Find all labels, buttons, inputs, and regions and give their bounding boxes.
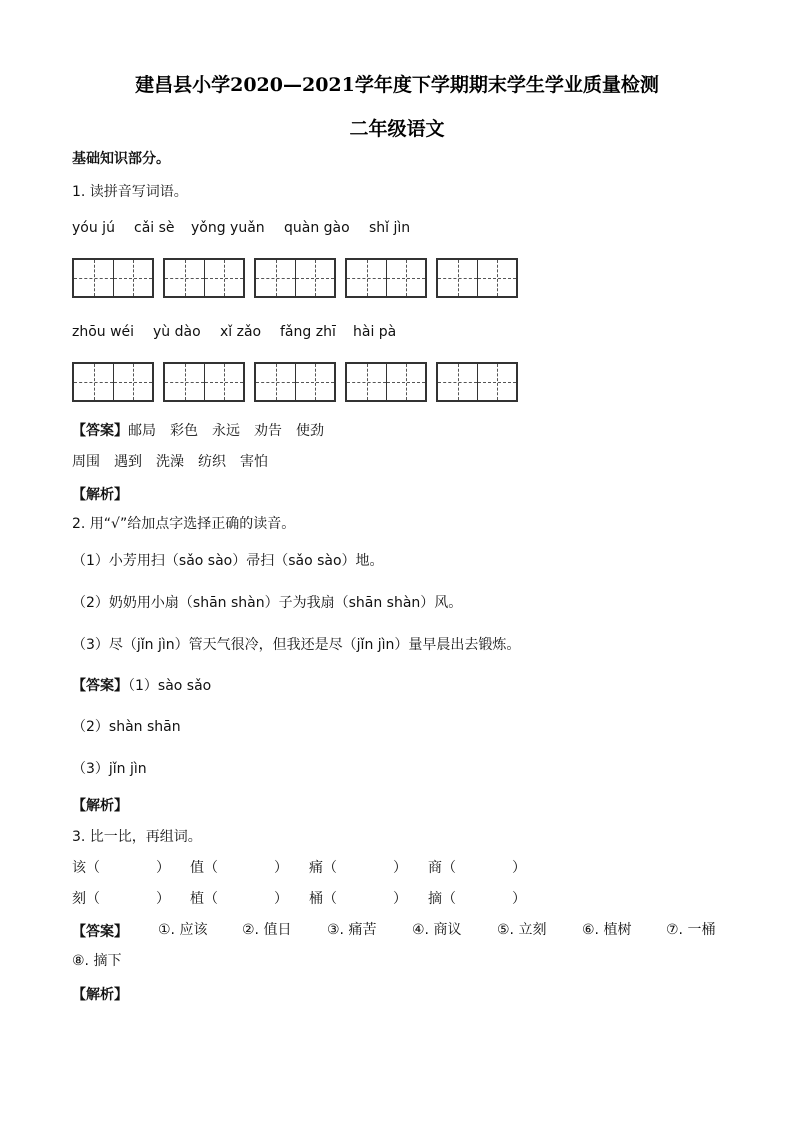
q2-answer-1: （1）sào sǎo xyxy=(128,678,212,694)
q1-answer xyxy=(72,422,324,440)
q1-pinyin-7: yù dào xyxy=(153,324,201,340)
q3-item-6: 植（ ） xyxy=(190,891,288,907)
q2-answer xyxy=(72,677,211,695)
document-title: 建昌县小学2020—2021学年度下学期期末学生学业质量检测 xyxy=(135,74,659,96)
q3-item-2: 值（ ） xyxy=(190,860,288,876)
q2-answer-3: （3）jǐn jìn xyxy=(72,761,147,777)
q3-answer-3: ③. 痛苦 xyxy=(327,922,377,938)
q3-answer-7: ⑦. 一桶 xyxy=(666,922,716,938)
writing-grid[interactable] xyxy=(345,362,427,402)
q1-answer-line1: 邮局 彩色 永远 劝告 使劲 xyxy=(128,423,324,439)
q2-item-2: （2）奶奶用小扇（shān shàn）子为我扇（shān shàn）风。 xyxy=(72,595,463,611)
q1-pinyin-4: quàn gào xyxy=(284,220,350,236)
q3-answer-8: ⑧. 摘下 xyxy=(72,953,122,969)
q3-item-5: 刻（ ） xyxy=(72,891,170,907)
q3-answer-4: ④. 商议 xyxy=(412,922,462,938)
q3-analysis-tag: 【解析】 xyxy=(72,987,128,1003)
q1-pinyin-9: fǎng zhī xyxy=(280,324,336,340)
q2-analysis-tag: 【解析】 xyxy=(72,798,128,814)
q1-pinyin-2: cǎi sè xyxy=(134,220,175,236)
q1-pinyin-1: yóu jú xyxy=(72,220,115,236)
writing-grid[interactable] xyxy=(72,362,154,402)
answer-tag: 【答案】 xyxy=(72,423,128,439)
q3-prompt: 3. 比一比，再组词。 xyxy=(72,829,202,845)
q3-item-7: 桶（ ） xyxy=(309,891,407,907)
q3-answer-tag: 【答案】 xyxy=(72,924,128,940)
q2-prompt: 2. 用“√”给加点字选择正确的读音。 xyxy=(72,516,296,532)
q3-answer-6: ⑥. 植树 xyxy=(582,922,632,938)
writing-grid[interactable] xyxy=(436,362,518,402)
document-subtitle: 二年级语文 xyxy=(349,118,445,140)
q3-answer-1: ①. 应该 xyxy=(158,922,208,938)
writing-grid[interactable] xyxy=(436,258,518,298)
writing-grid[interactable] xyxy=(72,258,154,298)
q3-item-8: 摘（ ） xyxy=(428,891,526,907)
q1-pinyin-8: xǐ zǎo xyxy=(220,324,262,340)
q3-answer-2: ②. 值日 xyxy=(242,922,292,938)
q1-pinyin-6: zhōu wéi xyxy=(72,324,135,340)
q1-prompt: 1. 读拼音写词语。 xyxy=(72,184,188,200)
section-title: 基础知识部分。 xyxy=(72,151,170,167)
q1-pinyin-5: shǐ jìn xyxy=(369,220,411,236)
writing-grid[interactable] xyxy=(345,258,427,298)
q3-item-1: 该（ ） xyxy=(72,860,170,876)
q1-analysis-tag: 【解析】 xyxy=(72,487,128,503)
q1-pinyin-3: yǒng yuǎn xyxy=(191,220,265,236)
writing-grid[interactable] xyxy=(163,362,245,402)
writing-grid[interactable] xyxy=(254,362,336,402)
q3-answer-5: ⑤. 立刻 xyxy=(497,922,547,938)
q2-item-3: （3）尽（jǐn jìn）管天气很冷，但我还是尽（jǐn jìn）量早晨出去锻炼。 xyxy=(72,637,521,653)
writing-grid[interactable] xyxy=(254,258,336,298)
writing-grid[interactable] xyxy=(163,258,245,298)
q2-item-1: （1）小芳用扫（sǎo sào）帚扫（sǎo sào）地。 xyxy=(72,553,384,569)
q3-item-3: 痛（ ） xyxy=(309,860,407,876)
q1-answer-line2: 周围 遇到 洗澡 纺织 害怕 xyxy=(72,454,268,470)
q1-pinyin-10: hài pà xyxy=(353,324,397,340)
answer-tag: 【答案】 xyxy=(72,678,128,694)
q3-item-4: 商（ ） xyxy=(428,860,526,876)
q2-answer-2: （2）shàn shān xyxy=(72,719,181,735)
